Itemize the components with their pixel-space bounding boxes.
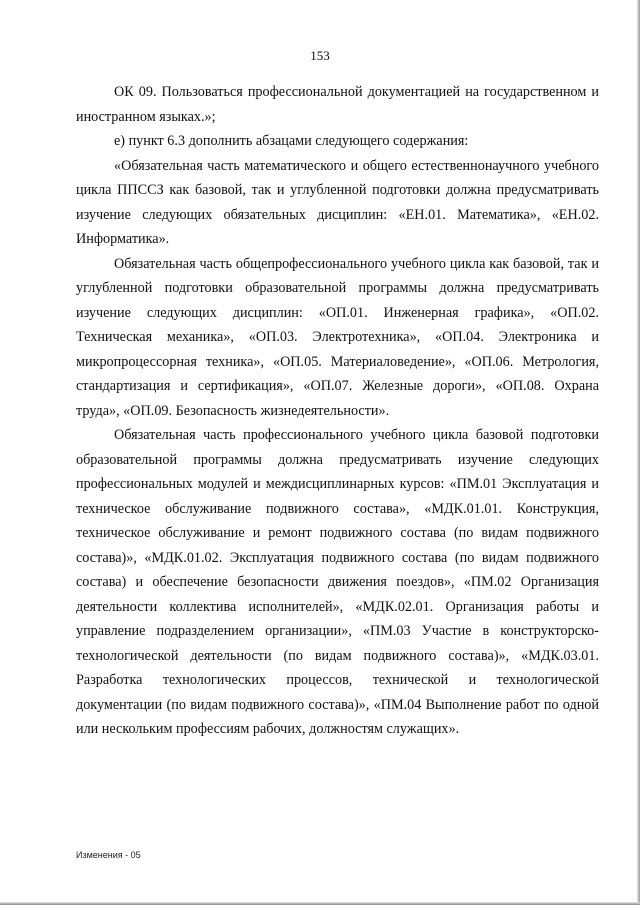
page-number: 153 bbox=[310, 48, 330, 63]
paragraph-ok09: ОК 09. Пользоваться профессиональной документацией на государственном и иностранном языках.»; bbox=[76, 84, 599, 125]
paragraph-math-cycle: «Обязательная часть математического и общего естественнонаучного учебного цикла ППССЗ как базовой, так и углубленной подготовки должна предусматривать изучение следующих обязательных дисциплин: «ЕН.01. Математика», «ЕН.02. Информатика». bbox=[76, 157, 599, 247]
paragraph-general-professional-cycle: Обязательная часть общепрофессионального учебного цикла как базовой, так и углубленной подготовки образовательной программы должна предусматривать изучение следующих дисциплин: «ОП.01. Инженерная графика», «ОП.02. Техническая механика», «ОП.03. Электротехника», «ОП.04. Электроника и микропроцессорная техника», «ОП.05. Материаловедение», «ОП.06. Метрология, стандартизация и сертификация», «ОП.07. Железные дороги», «ОП.08. Охрана труда», «ОП.09. Безопасность жизнедеятельности». bbox=[76, 255, 599, 419]
footer-revision-note: Изменения - 05 bbox=[76, 850, 141, 860]
paragraph-item-e: е) пункт 6.3 дополнить абзацами следующего содержания: bbox=[114, 133, 469, 149]
paragraph-professional-cycle: Обязательная часть профессионального учебного цикла базовой подготовки образовательной программы должна предусматривать изучение следующих профессиональных модулей и междисциплинарных курсов: «ПМ.01 Эксплуатация и техническое обслуживание подвижного состава», «МДК.01.01. Конструкция, техническое обслуживание и ремонт подвижного состава (по видам подвижного состава)», «МДК.01.02. Эксплуатация подвижного состава (по видам подвижного состава) и обеспечение безопасности движения поездов», «ПМ.02 Организация деятельности коллектива исполнителей», «МДК.02.01. Организация работы и управление подразделением организации», «ПМ.03 Участие в конструкторско-технологической деятельности (по видам подвижного состава)», «МДК.03.01. Разработка технологических процессов, технической и технологической документации (по видам подвижного состава)», «ПМ.04 Выполнение работ по одной или нескольким профессиям рабочих, должностям служащих». bbox=[76, 427, 599, 737]
document-body bbox=[76, 80, 599, 742]
